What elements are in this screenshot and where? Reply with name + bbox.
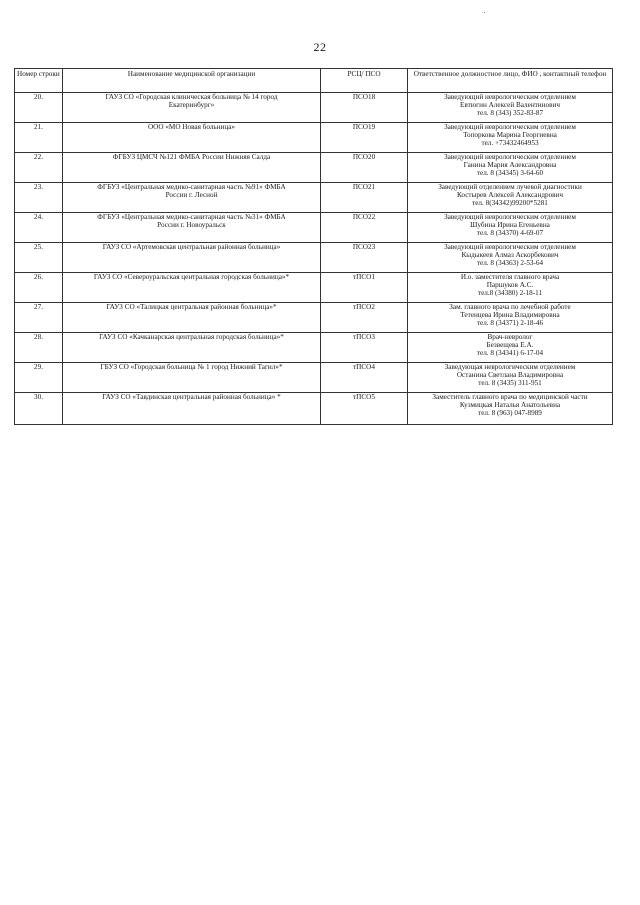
responsible-person-line: тел. 8 (34363) 2-53-64 bbox=[476, 259, 544, 268]
responsible-person-line: тел. 8 (343) 352-83-87 bbox=[476, 109, 544, 118]
row-number: 29. bbox=[15, 363, 63, 393]
responsible-person-line: тел. 8 (3435) 311-951 bbox=[478, 379, 542, 388]
organization-name bbox=[63, 93, 321, 123]
responsible-person-line: тел. 8 (963) 047-8989 bbox=[478, 409, 542, 418]
table-row bbox=[15, 333, 613, 363]
responsible-person-line: Ганина Мария Александровна bbox=[463, 161, 557, 170]
center-code: тПСО4 bbox=[321, 363, 408, 393]
organization-name-line: России г. Новоуральск bbox=[157, 221, 226, 230]
responsible-person bbox=[408, 243, 613, 273]
organization-name-line: ФГБУЗ ЦМСЧ №121 ФМБА России Нижняя Салда bbox=[112, 153, 271, 161]
row-number: 26. bbox=[15, 273, 63, 303]
organization-name-line: ГАУЗ СО «Городская клиническая больница № 14 город bbox=[105, 93, 278, 101]
responsible-person-line: Останина Светлана Владимировна bbox=[456, 371, 564, 380]
responsible-person-line: тел. 8(34342)99200*5281 bbox=[472, 199, 548, 208]
organization-name bbox=[63, 333, 321, 363]
responsible-person bbox=[408, 123, 613, 153]
responsible-person-line: Заместитель главного врача по медицинской части bbox=[432, 393, 588, 401]
responsible-person-line: Евтюгин Алексей Валентинович bbox=[460, 101, 560, 110]
center-code: ПСО18 bbox=[321, 93, 408, 123]
center-code: ПСО23 bbox=[321, 243, 408, 273]
responsible-person-line: тел. 8 (34345) 3-64-60 bbox=[476, 169, 544, 178]
organization-name bbox=[63, 393, 321, 425]
organizations-table bbox=[14, 68, 613, 425]
responsible-person-line: Паршуков А.С. bbox=[486, 281, 534, 290]
scan-speck bbox=[484, 12, 485, 13]
organization-name-line: ГАУЗ СО «Качканарская центральная городская больница»* bbox=[99, 333, 284, 341]
table-row bbox=[15, 123, 613, 153]
table-row bbox=[15, 303, 613, 333]
center-code: тПСО1 bbox=[321, 273, 408, 303]
responsible-person-line: Шубина Ирина Егеньевна bbox=[470, 221, 550, 230]
row-number: 28. bbox=[15, 333, 63, 363]
organization-name-line: России г. Лесной bbox=[165, 191, 218, 200]
row-number: 23. bbox=[15, 183, 63, 213]
responsible-person-line: Костырев Алексей Александрович bbox=[456, 191, 564, 200]
center-code: ПСО19 bbox=[321, 123, 408, 153]
responsible-person bbox=[408, 213, 613, 243]
responsible-person-line: тел. 8 (34341) 6-17-04 bbox=[476, 349, 544, 358]
header-org: Наименование медицинской организации bbox=[63, 69, 321, 93]
organization-name-line: Екатеринбург» bbox=[168, 101, 215, 110]
responsible-person-line: Заведующий неврологическим отделением bbox=[444, 153, 576, 161]
row-number: 25. bbox=[15, 243, 63, 273]
responsible-person-line: Зам. главного врача по лечебной работе bbox=[449, 303, 571, 311]
header-num: Номер строки bbox=[15, 69, 63, 93]
organization-name-line: ГАУЗ СО «Тавдинская центральная районная больница» * bbox=[102, 393, 281, 401]
table-body bbox=[15, 93, 613, 425]
responsible-person-line: Кыдыкеев Алмаз Аскорбекович bbox=[461, 251, 559, 260]
organization-name bbox=[63, 123, 321, 153]
responsible-person-line: Заведующий неврологическим отделением bbox=[444, 243, 576, 251]
center-code: тПСО2 bbox=[321, 303, 408, 333]
responsible-person-line: Врач-невролог bbox=[487, 333, 533, 341]
organization-name bbox=[63, 303, 321, 333]
organization-name-line: ГАУЗ СО «Талицкая центральная районная больница»* bbox=[106, 303, 277, 311]
responsible-person bbox=[408, 273, 613, 303]
header-person: Ответственное должностное лицо, ФИО , контактный телефон bbox=[408, 69, 613, 93]
organization-name-line: ГБУЗ СО «Городская больница № 1 город Нижний Тагил»* bbox=[100, 363, 283, 371]
page-number: 22 bbox=[313, 40, 327, 54]
table-row bbox=[15, 93, 613, 123]
responsible-person-line: Заведующая неврологическим отделением bbox=[444, 363, 576, 371]
responsible-person-line: Тетенцева Ирина Владимировна bbox=[460, 311, 560, 320]
responsible-person-line: Кузмицкая Наталья Анатольевна bbox=[459, 401, 561, 410]
responsible-person-line: Заведующий неврологическим отделением bbox=[444, 93, 576, 101]
responsible-person bbox=[408, 153, 613, 183]
responsible-person-line: И.о. заместителя главного врача bbox=[460, 273, 560, 281]
responsible-person bbox=[408, 393, 613, 425]
responsible-person-line: Заведующий неврологическим отделением bbox=[444, 123, 576, 131]
responsible-person bbox=[408, 363, 613, 393]
organization-name-line: ФГБУЗ «Центральная медико-санитарная часть №91» ФМБА bbox=[97, 183, 286, 191]
table-row bbox=[15, 393, 613, 425]
table-row bbox=[15, 213, 613, 243]
header-code: РСЦ/ ПСО bbox=[321, 69, 408, 93]
organization-name bbox=[63, 273, 321, 303]
responsible-person bbox=[408, 333, 613, 363]
table-row bbox=[15, 153, 613, 183]
table-row bbox=[15, 183, 613, 213]
responsible-person-line: тел. 8 (34370) 4-69-07 bbox=[476, 229, 544, 238]
center-code: тПСО5 bbox=[321, 393, 408, 425]
row-number: 24. bbox=[15, 213, 63, 243]
organization-name bbox=[63, 183, 321, 213]
responsible-person-line: Заведующий отделением лучевой диагностики bbox=[438, 183, 582, 191]
table-header-row bbox=[15, 69, 613, 93]
center-code: ПСО21 bbox=[321, 183, 408, 213]
center-code: ПСО20 bbox=[321, 153, 408, 183]
responsible-person-line: тел. +73432464953 bbox=[481, 139, 539, 148]
row-number: 30. bbox=[15, 393, 63, 425]
organization-name-line: ГАУЗ СО «Артемовская центральная районная больница» bbox=[102, 243, 281, 251]
responsible-person-line: Безвещева Е.А. bbox=[486, 341, 534, 350]
center-code: тПСО3 bbox=[321, 333, 408, 363]
responsible-person-line: Заведующий неврологическим отделением bbox=[444, 213, 576, 221]
organization-name bbox=[63, 363, 321, 393]
table-row bbox=[15, 273, 613, 303]
responsible-person-line: тел. 8 (34371) 2-18-46 bbox=[476, 319, 544, 328]
row-number: 22. bbox=[15, 153, 63, 183]
responsible-person bbox=[408, 93, 613, 123]
row-number: 20. bbox=[15, 93, 63, 123]
responsible-person-line: Топоркова Марина Георгиевна bbox=[463, 131, 557, 140]
row-number: 21. bbox=[15, 123, 63, 153]
organization-name bbox=[63, 153, 321, 183]
table-row bbox=[15, 363, 613, 393]
responsible-person-line: тел.8 (34380) 2-18-11 bbox=[477, 289, 543, 298]
responsible-person bbox=[408, 303, 613, 333]
table-row bbox=[15, 243, 613, 273]
organization-name bbox=[63, 243, 321, 273]
organization-name-line: ООО «МО Новая больница» bbox=[147, 123, 236, 131]
row-number: 27. bbox=[15, 303, 63, 333]
organization-name bbox=[63, 213, 321, 243]
organization-name-line: ГАУЗ СО «Североуральская центральная городская больница»* bbox=[93, 273, 290, 281]
organization-name-line: ФГБУЗ «Центральная медико-санитарная часть №31» ФМБА bbox=[97, 213, 286, 221]
center-code: ПСО22 bbox=[321, 213, 408, 243]
responsible-person bbox=[408, 183, 613, 213]
